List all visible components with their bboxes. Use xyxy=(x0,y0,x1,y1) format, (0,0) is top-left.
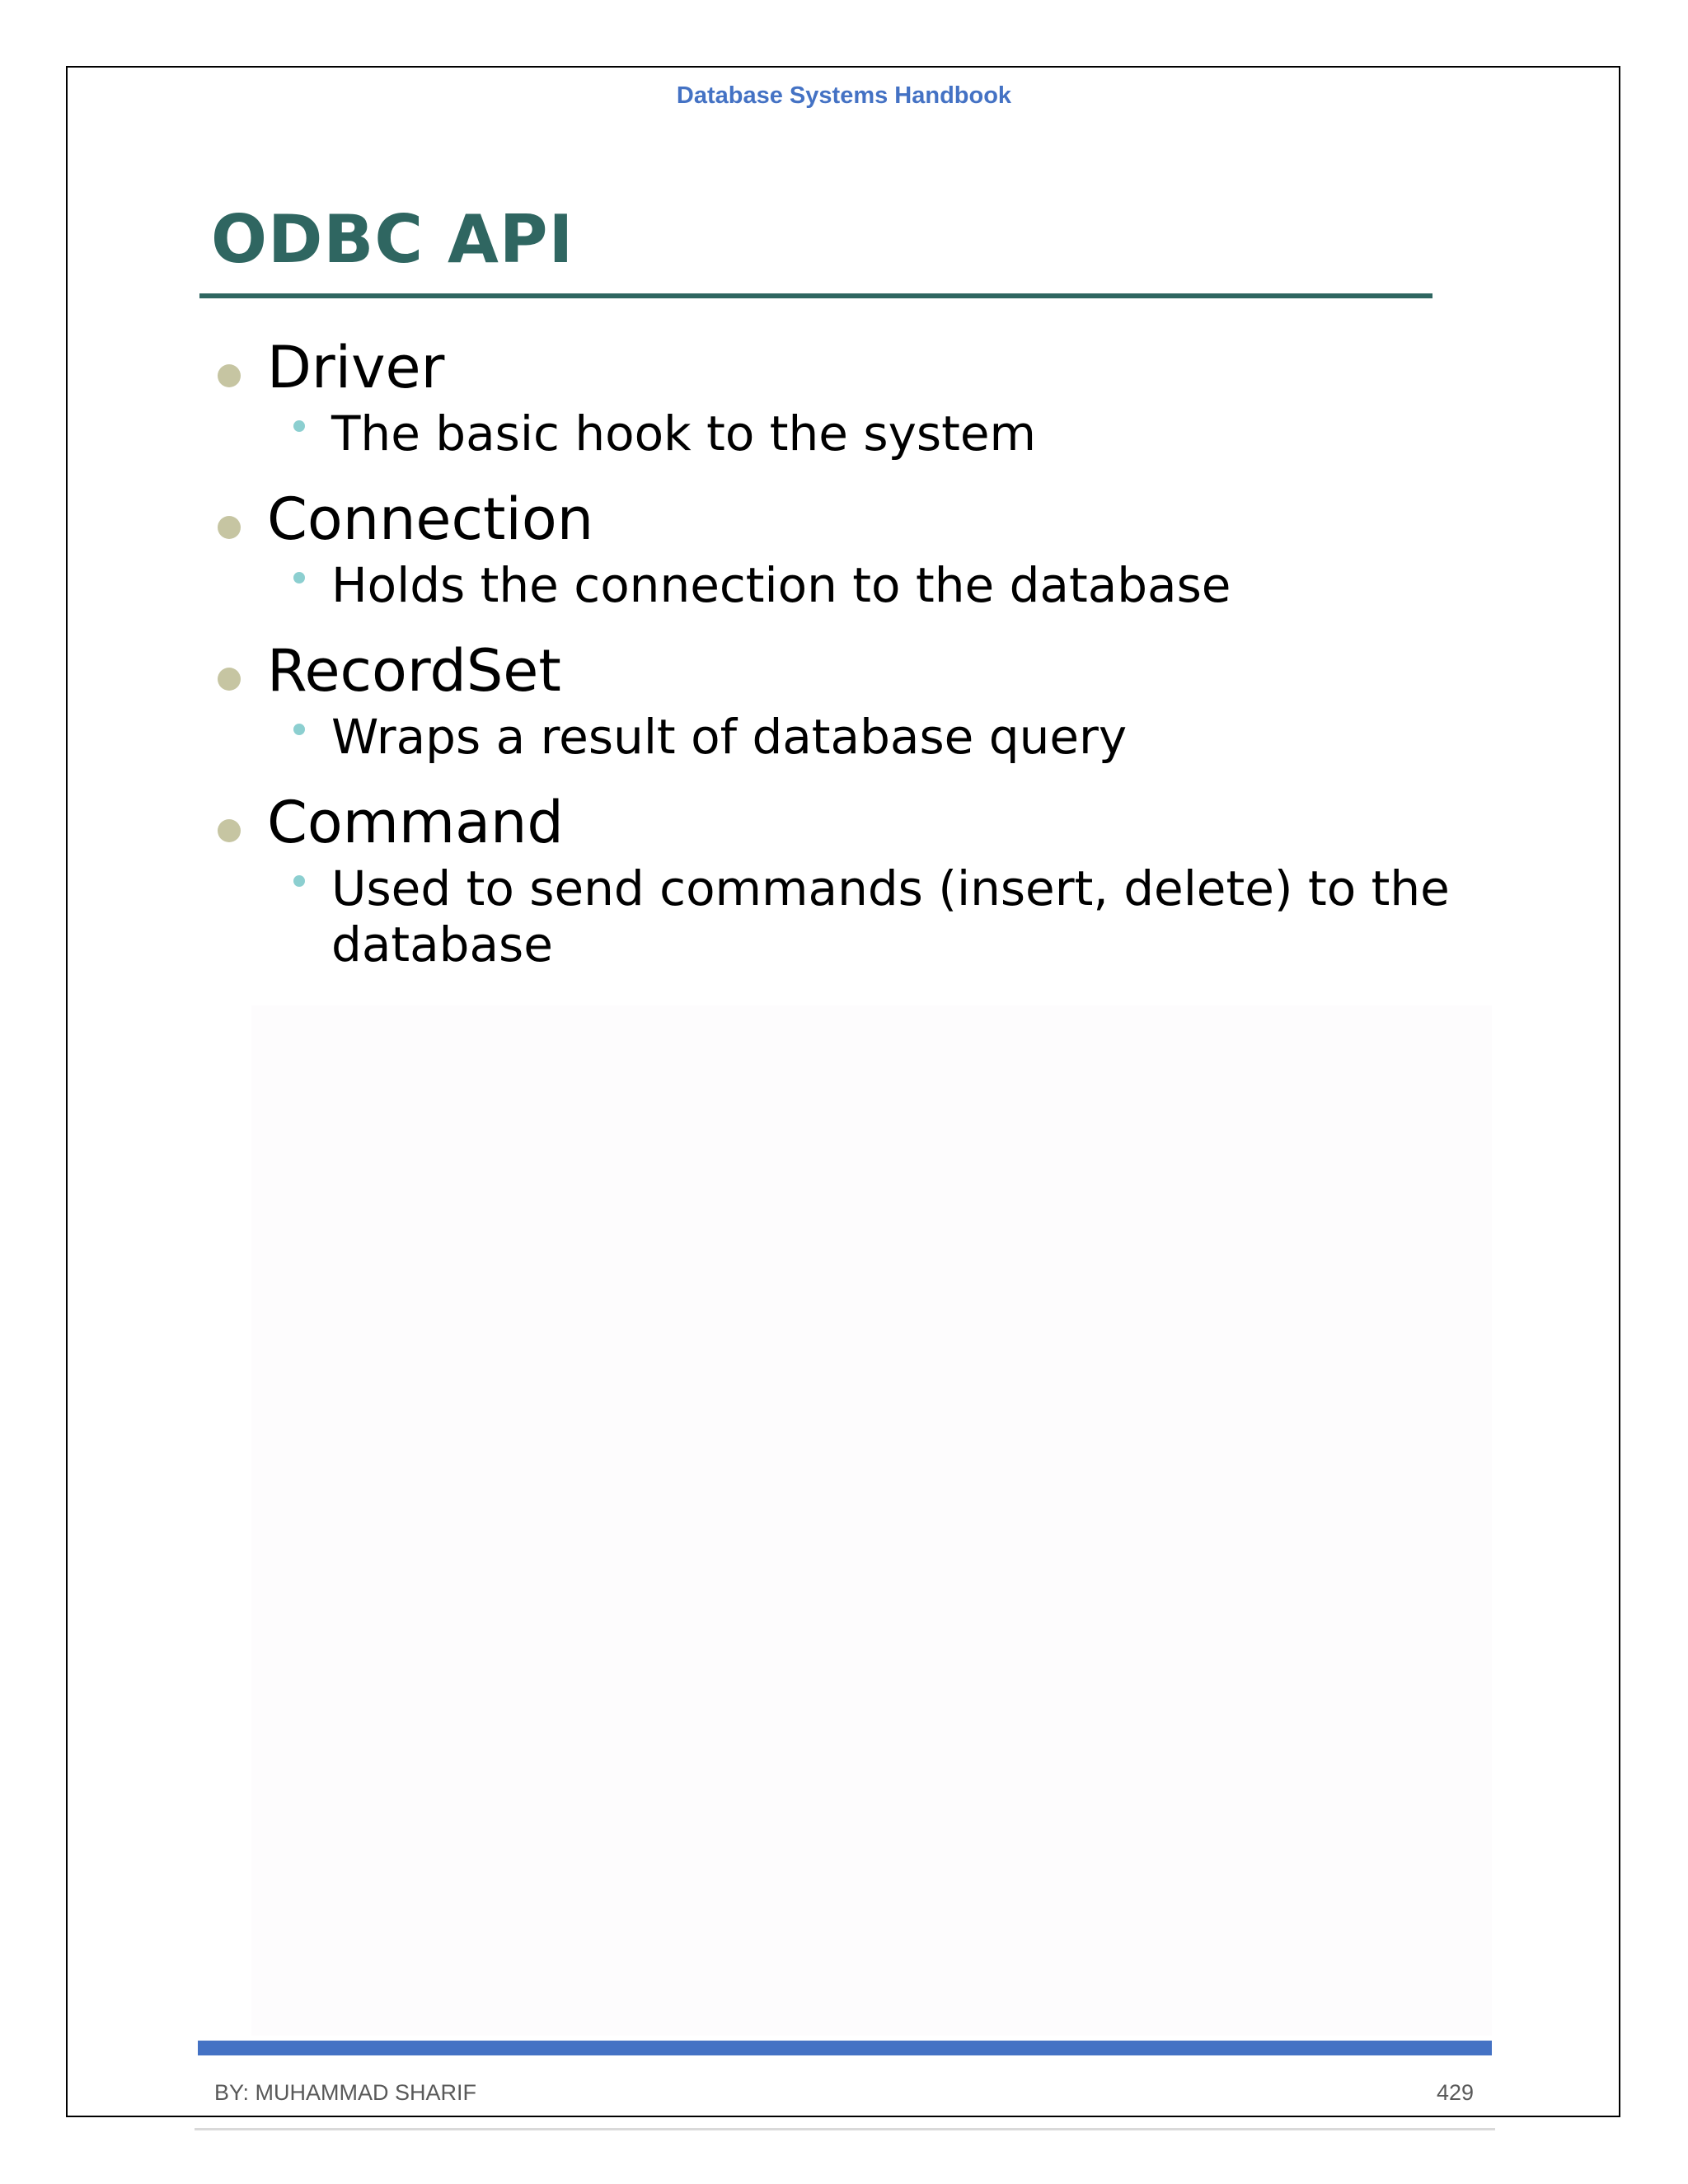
bullet-label: Command xyxy=(267,789,564,856)
bullet-label: RecordSet xyxy=(267,637,561,705)
bullet-item-connection xyxy=(198,481,1492,557)
bullet-dot-icon xyxy=(218,364,241,387)
sub-bullet-label: Holds the connection to the database xyxy=(331,557,1231,613)
bullet-item-command xyxy=(198,785,1492,860)
bullet-list xyxy=(198,330,1492,976)
bullet-label: Connection xyxy=(267,485,594,553)
bullet-item-driver xyxy=(198,330,1492,405)
sub-bullet-item xyxy=(198,557,1492,633)
slide-image xyxy=(198,165,1492,1005)
slide-title: ODBC API xyxy=(211,201,574,278)
title-underline xyxy=(199,293,1432,298)
bullet-dot-icon xyxy=(218,819,241,842)
page-number: 429 xyxy=(1436,2080,1474,2105)
sub-bullet-dot-icon xyxy=(293,875,305,887)
sub-bullet-label: Used to send commands (insert, delete) to the database xyxy=(331,860,1450,972)
sub-bullet-item xyxy=(198,405,1492,481)
bullet-dot-icon xyxy=(218,516,241,539)
running-header: Database Systems Handbook xyxy=(676,82,1012,109)
footer-author: BY: MUHAMMAD SHARIF xyxy=(214,2080,477,2105)
bullet-dot-icon xyxy=(218,668,241,691)
bullet-label: Driver xyxy=(267,334,445,401)
footer-underline xyxy=(195,2128,1495,2130)
footer-bar xyxy=(198,2041,1492,2055)
sub-bullet-item xyxy=(198,709,1492,785)
sub-bullet-label: The basic hook to the system xyxy=(331,405,1037,462)
slide-background xyxy=(251,989,1492,2036)
bullet-item-recordset xyxy=(198,633,1492,709)
sub-bullet-dot-icon xyxy=(293,572,305,583)
sub-bullet-dot-icon xyxy=(293,420,305,432)
sub-bullet-dot-icon xyxy=(293,724,305,735)
sub-bullet-item xyxy=(198,860,1492,976)
sub-bullet-label: Wraps a result of database query xyxy=(331,709,1128,765)
